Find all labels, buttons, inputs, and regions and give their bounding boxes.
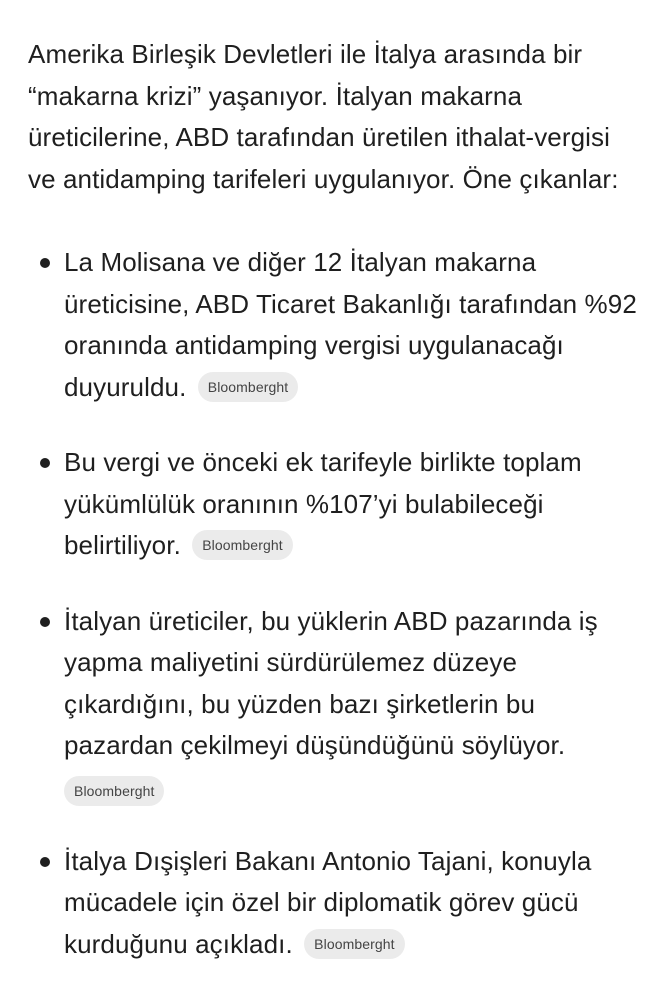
list-item [28,601,642,807]
bullet-dot-icon [40,458,50,468]
source-chip[interactable]: Bloomberght [192,530,292,560]
source-chip[interactable]: Bloomberght [64,776,164,806]
bullet-text: İtalyan üreticiler, bu yüklerin ABD pazarında iş yapma maliyetini sürdürülemez düzeye çıkardığını, bu yüzden bazı şirketlerin bu pazardan çekilmeyi düşündüğünü söylüyor. [64,605,598,760]
highlights-list [28,242,642,965]
bullet-dot-icon [40,857,50,867]
list-item [28,242,642,408]
source-chip-row [64,767,642,807]
list-item [28,442,642,567]
list-item [28,841,642,966]
bullet-text: La Molisana ve diğer 12 İtalyan makarna üreticisine, ABD Ticaret Bakanlığı tarafından %92 oranında antidamping vergisi uygulanacağı duyuruldu. [64,247,637,402]
intro-paragraph: Amerika Birleşik Devletleri ile İtalya arasında bir “makarna krizi” yaşanıyor. İtalyan makarna üreticilerine, ABD tarafından üretilen ithalat-vergisi ve antidamping tarifeleri uygulanıyor. Öne çıkanlar: [28,39,619,194]
source-chip[interactable]: Bloomberght [304,929,404,959]
bullet-dot-icon [40,258,50,268]
bullet-text: Bu vergi ve önceki ek tarifeyle birlikte toplam yükümlülük oranının %107’yi bulabileceği belirtiliyor. [64,447,582,560]
source-chip[interactable]: Bloomberght [198,372,298,402]
bullet-text: İtalya Dışişleri Bakanı Antonio Tajani, konuyla mücadele için özel bir diplomatik görev gücü kurduğunu açıkladı. [64,845,592,959]
bullet-dot-icon [40,617,50,627]
